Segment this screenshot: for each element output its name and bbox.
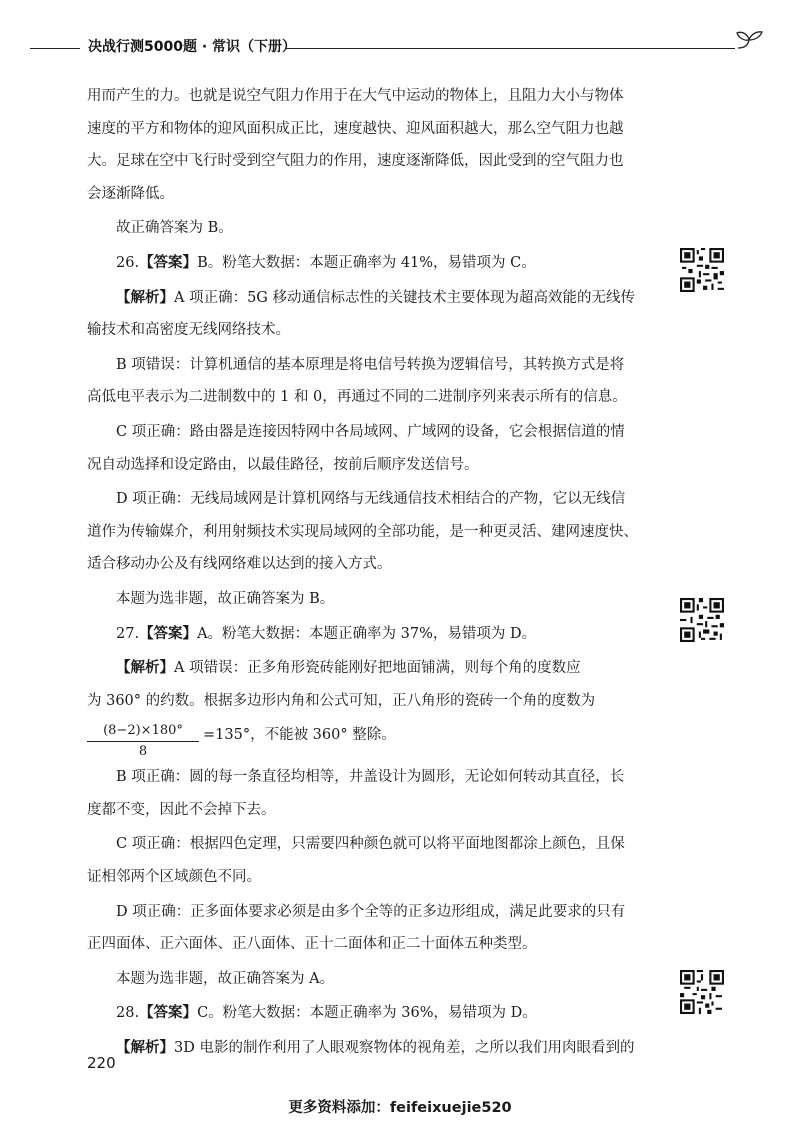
q26-answer-text: B。粉笔大数据：本题正确率为 41%，易错项为 C。: [197, 254, 536, 271]
header-rule-left: [30, 48, 80, 49]
text-line: 速度的平方和物体的迎风面积成正比，速度越快、迎风面积越大，那么空气阻力也越: [87, 120, 624, 137]
page-body: [87, 80, 657, 1065]
sprout-icon: [734, 28, 764, 56]
q27-answer: [87, 618, 657, 651]
answer-tag: 【答案】: [139, 254, 198, 271]
q28-answer: [87, 997, 657, 1030]
footer-note: 更多资料添加：feifeixuejie520: [288, 1100, 512, 1116]
text-line: 度都不变，因此不会掉下去。: [87, 801, 276, 818]
text-line: 证相邻两个区域颜色不同。: [87, 869, 261, 886]
header-rule-right: [285, 48, 735, 49]
page-header: [30, 34, 770, 54]
qr-code: [680, 970, 724, 1014]
formula-result: =135°，不能被 360° 整除。: [203, 727, 396, 744]
text-line: 正四面体、正六面体、正八面体、正十二面体和正二十面体五种类型。: [87, 936, 537, 953]
text-line: 适合移动办公及有线网络难以达到的接入方式。: [87, 556, 392, 573]
q26-analysis-d: D 项正确：无线局域网是计算机网络与无线通信技术相结合的产物，它以无线信: [116, 491, 626, 508]
answer-tag: 【答案】: [139, 1005, 198, 1022]
angle-formula: [87, 719, 657, 759]
text-span: 3D 电影的制作利用了人眼观察物体的视角差，之所以我们用肉眼看到的: [174, 1040, 635, 1057]
text-line: 为 360° 的约数。根据多边形内角和公式可知，正八角形的瓷砖一个角的度数为: [87, 692, 596, 709]
q26-analysis-c: C 项正确：路由器是连接因特网中各局域网、广域网的设备，它会根据信道的情: [116, 423, 625, 440]
qr-code: [680, 248, 724, 292]
page-number: 220: [87, 1054, 116, 1072]
analysis-tag: 【解析】: [116, 1040, 174, 1057]
q27-analysis-d: D 项正确：正多面体要求必须是由多个全等的正多边形组成，满足此要求的只有: [116, 903, 626, 920]
q28-number: 28.: [116, 1005, 140, 1022]
q27-analysis-b: B 项正确：圆的每一条直径均相等，井盖设计为圆形，无论如何转动其直径，长: [116, 769, 625, 786]
text-line: 大。足球在空中飞行时受到空气阻力的作用，速度逐渐降低，因此受到的空气阻力也: [87, 153, 624, 170]
analysis-tag: 【解析】: [116, 289, 174, 306]
text-span: A 项错误：正多角形瓷砖能刚好把地面铺满，则每个角的度数应: [174, 660, 581, 677]
text-line: 用而产生的力。也就是说空气阻力作用于在大气中运动的物体上，且阻力大小与物体: [87, 88, 624, 104]
fraction: [87, 723, 199, 760]
q26-answer: [87, 247, 657, 280]
answer-25-conclusion: 故正确答案为 B。: [116, 220, 233, 237]
q26-analysis-a: [87, 282, 657, 315]
analysis-tag: 【解析】: [116, 660, 174, 677]
q27-conclusion: 本题为选非题，故正确答案为 A。: [116, 970, 335, 987]
q26-number: 26.: [116, 254, 140, 271]
q28-answer-text: C。粉笔大数据：本题正确率为 36%，易错项为 D。: [197, 1005, 537, 1022]
fraction-denominator: 8: [138, 744, 148, 760]
fraction-numerator: (8−2)×180°: [87, 723, 199, 742]
text-line: 高低电平表示为二进制数中的 1 和 0，再通过不同的二进制序列来表示所有的信息。: [87, 389, 627, 406]
text-line: 输技术和高密度无线网络技术。: [87, 322, 290, 339]
q28-analysis-a: [87, 1032, 657, 1065]
q26-conclusion: 本题为选非题，故正确答案为 B。: [116, 590, 335, 607]
text-line: 道作为传输媒介，利用射频技术实现局域网的全部功能，是一种更灵活、建网速度快、: [87, 523, 638, 540]
text-line: 况自动选择和设定路由，以最佳路径，按前后顺序发送信号。: [87, 456, 479, 473]
answer-tag: 【答案】: [139, 625, 198, 642]
q27-number: 27.: [116, 625, 140, 642]
q26-analysis-b: B 项错误：计算机通信的基本原理是将电信号转换为逻辑信号，其转换方式是将: [116, 356, 625, 373]
header-title: 决战行测5000题 · 常识（下册）: [88, 39, 297, 55]
qr-code: [680, 598, 724, 642]
q27-answer-text: A。粉笔大数据：本题正确率为 37%，易错项为 D。: [197, 625, 537, 642]
text-span: A 项正确：5G 移动通信标志性的关键技术主要体现为超高效能的无线传: [174, 289, 635, 306]
q27-analysis-c: C 项正确：根据四色定理，只需要四种颜色就可以将平面地图都涂上颜色，且保: [116, 836, 625, 853]
text-line: 会逐渐降低。: [87, 185, 174, 202]
q27-analysis-a: [87, 652, 657, 685]
